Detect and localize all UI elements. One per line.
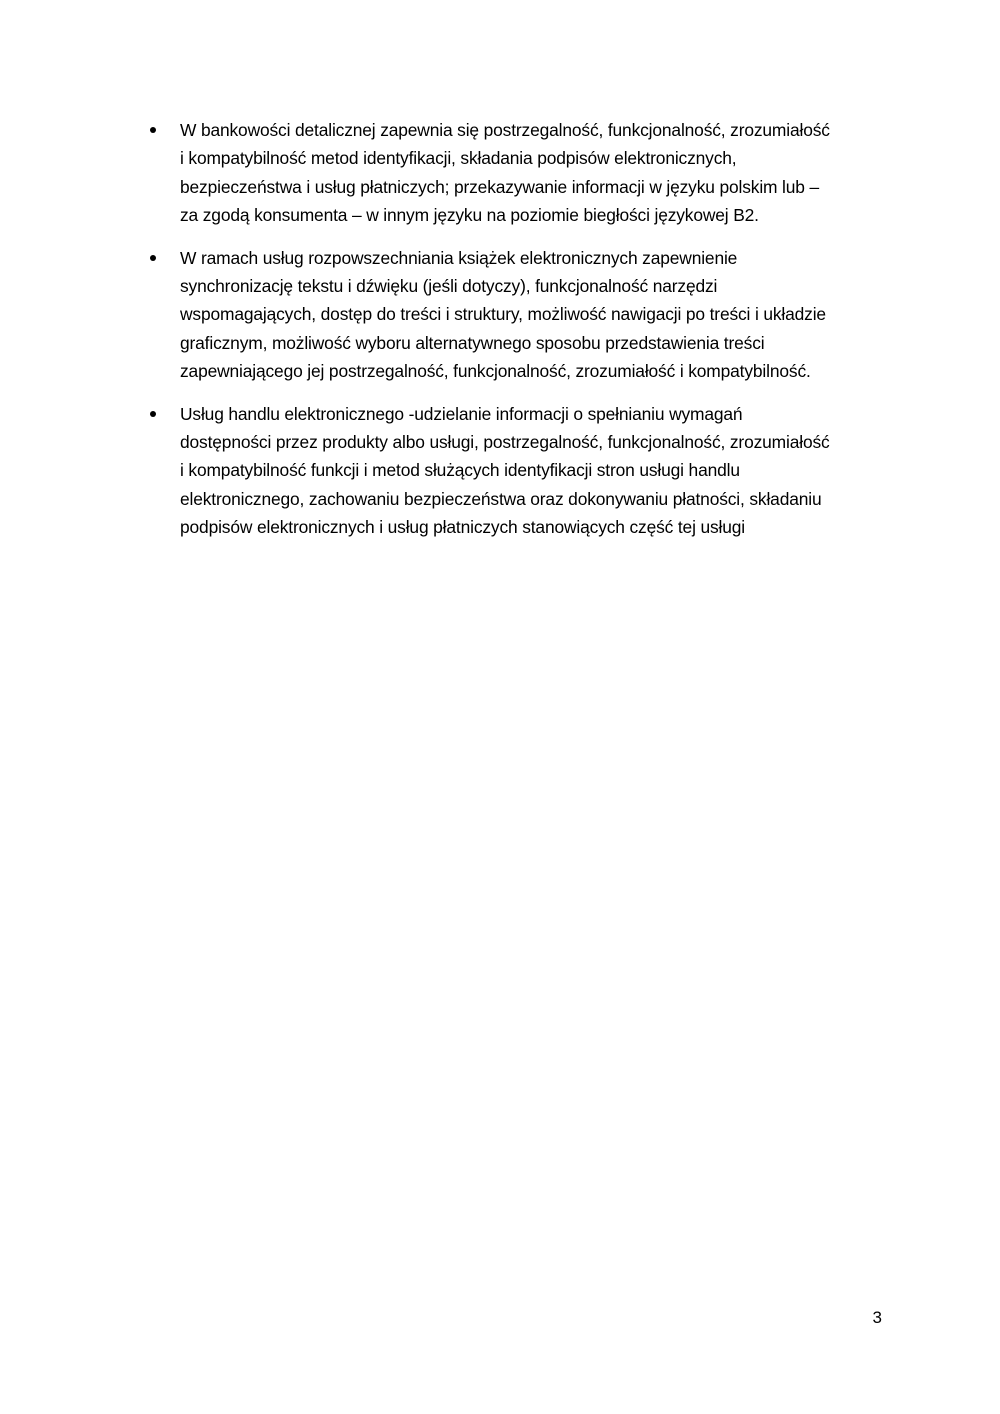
- text-line: synchronizację tekstu i dźwięku (jeśli dotyczy), funkcjonalność narzędzi: [180, 276, 718, 297]
- bullet-point-icon: [150, 127, 156, 133]
- text-line: podpisów elektronicznych i usług płatniczych stanowiących część tej usługi: [180, 517, 746, 538]
- text-line: Usług handlu elektronicznego -udzielanie informacji o spełnianiu wymagań: [180, 403, 743, 424]
- text-line: bezpieczeństwa i usług płatniczych; przekazywanie informacji w języku polskim lub –: [180, 176, 820, 197]
- bullet-text: [180, 244, 885, 386]
- text-line: W bankowości detalicznej zapewnia się postrzegalność, funkcjonalność, zrozumiałość: [180, 120, 830, 140]
- text-line: wspomagających, dostęp do treści i struktury, możliwość nawigacji po treści i układzie: [180, 304, 826, 325]
- text-line: W ramach usług rozpowszechniania książek elektronicznych zapewnienie: [180, 247, 738, 268]
- bullet-item-retail-banking: [180, 116, 885, 230]
- text-line: graficznym, możliwość wyboru alternatywnego sposobu przedstawienia treści: [180, 332, 765, 353]
- text-line: i kompatybilność funkcji i metod służących identyfikacji stron usługi handlu: [180, 460, 740, 481]
- text-line: i kompatybilność metod identyfikacji, składania podpisów elektronicznych,: [180, 148, 737, 169]
- bullet-list: [180, 116, 885, 556]
- text-line: za zgodą konsumenta – w innym języku na poziomie biegłości językowej B2.: [180, 205, 759, 226]
- text-line: dostępności przez produkty albo usługi, postrzegalność, funkcjonalność, zrozumiałość: [180, 432, 830, 453]
- bullet-text: [180, 116, 885, 230]
- bullet-point-icon: [150, 411, 156, 417]
- text-line: zapewniającego jej postrzegalność, funkcjonalność, zrozumiałość i kompatybilność.: [180, 361, 811, 382]
- page-number: 3: [872, 1308, 882, 1327]
- bullet-item-ebooks: [180, 244, 885, 386]
- bullet-text: [180, 400, 885, 542]
- text-line: elektronicznego, zachowaniu bezpieczeństwa oraz dokonywaniu płatności, składaniu: [180, 488, 822, 509]
- bullet-point-icon: [150, 255, 156, 261]
- bullet-item-e-commerce: [180, 400, 885, 542]
